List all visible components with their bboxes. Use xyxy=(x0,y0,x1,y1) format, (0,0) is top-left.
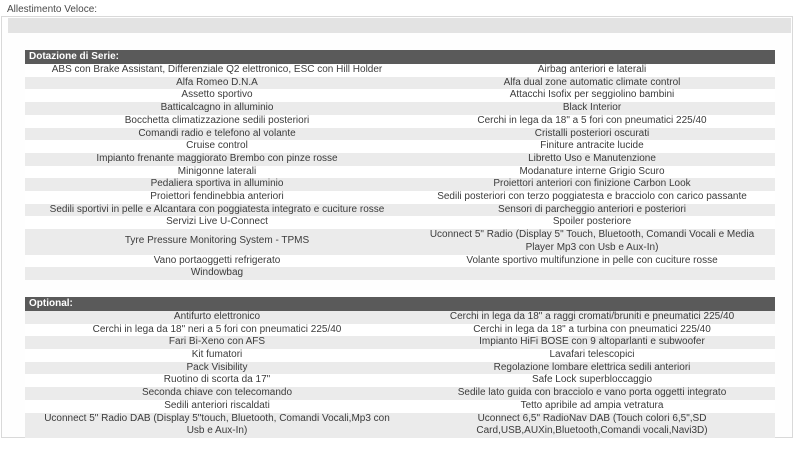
feature-cell: Uconnect 5" Radio DAB (Display 5"touch, Bluetooth, Comandi Vocali,Mp3 con Usb e Aux-In) xyxy=(44,412,390,437)
feature-cell: Proiettori anteriori con finizione Carbon Look xyxy=(493,178,691,190)
feature-cell: Alfa Romeo D.N.A xyxy=(176,76,258,88)
feature-cell: Modanature interne Grigio Scuro xyxy=(519,165,665,177)
feature-cell: Impianto frenante maggiorato Brembo con pinze rosse xyxy=(96,152,338,164)
feature-cell: Sedile lato guida con bracciolo e vano porta oggetti integrato xyxy=(457,387,727,399)
table-row xyxy=(25,400,775,413)
feature-cell: Safe Lock superbloccaggio xyxy=(531,374,653,386)
table-row xyxy=(25,140,775,153)
feature-cell: Cristalli posteriori oscurati xyxy=(534,127,650,139)
feature-cell: Alfa dual zone automatic climate control xyxy=(503,76,681,88)
table-row xyxy=(25,387,775,400)
table-row xyxy=(25,178,775,191)
table-row xyxy=(25,336,775,349)
table-row xyxy=(25,115,775,128)
section-optional xyxy=(25,297,775,438)
feature-cell: Cerchi in lega da 18" a 5 fori con pneumatici 225/40 xyxy=(477,114,707,126)
feature-cell: Cerchi in lega da 18" neri a 5 fori con pneumatici 225/40 xyxy=(92,323,342,335)
section-header: Dotazione di Serie: xyxy=(25,50,775,64)
feature-cell: ABS con Brake Assistant, Differenziale Q2 elettronico, ESC con Hill Holder xyxy=(51,64,383,75)
feature-cell: Batticalcagno in alluminio xyxy=(160,102,274,114)
equipment-content xyxy=(25,50,775,438)
feature-cell: Finiture antracite lucide xyxy=(540,140,644,152)
feature-cell: Tyre Pressure Monitoring System - TPMS xyxy=(124,235,310,247)
table-row xyxy=(25,267,775,280)
table-row xyxy=(25,255,775,268)
table-row xyxy=(25,102,775,115)
table-row xyxy=(25,362,775,375)
table-row xyxy=(25,324,775,337)
table-row xyxy=(25,229,775,254)
section-header: Optional: xyxy=(25,297,775,311)
feature-cell: Cerchi in lega da 18" a raggi cromati/bruniti e pneumatici 225/40 xyxy=(449,310,735,322)
feature-cell: Vano portaoggetti refrigerato xyxy=(153,254,281,266)
table-row xyxy=(25,89,775,102)
feature-cell: Sedili anteriori riscaldati xyxy=(164,399,270,411)
feature-cell xyxy=(409,267,775,280)
feature-cell: Minigonne laterali xyxy=(177,165,257,177)
feature-cell: Seconda chiave con telecomando xyxy=(141,387,293,399)
table-row xyxy=(25,166,775,179)
table-row xyxy=(25,216,775,229)
feature-cell: Volante sportivo multifunzione in pelle con cuciture rosse xyxy=(466,254,718,266)
feature-cell: Tetto apribile ad ampia vetratura xyxy=(520,399,664,411)
feature-cell: Impianto HiFi BOSE con 9 altoparlanti e subwoofer xyxy=(479,336,705,348)
feature-cell: Attacchi Isofix per seggiolino bambini xyxy=(509,89,675,101)
table-row xyxy=(25,204,775,217)
feature-cell: Sedili posteriori con terzo poggiatesta e bracciolo con carico passante xyxy=(437,191,747,203)
feature-cell: Proiettori fendinebbia anteriori xyxy=(150,191,284,203)
feature-cell: Black Interior xyxy=(562,102,622,114)
feature-cell: Bocchetta climatizzazione sedili posteriori xyxy=(124,114,310,126)
rows xyxy=(25,64,775,280)
table-row xyxy=(25,128,775,141)
feature-cell: Windowbag xyxy=(190,267,244,279)
table-row xyxy=(25,153,775,166)
feature-cell: Lavafari telescopici xyxy=(549,349,635,361)
feature-cell: Fari Bi-Xeno con AFS xyxy=(168,336,266,348)
feature-cell: Assetto sportivo xyxy=(181,89,253,101)
feature-cell: Uconnect 5" Radio (Display 5" Touch, Bluetooth, Comandi Vocali e Media Player Mp3 con Usb e Aux-In) xyxy=(429,229,755,253)
feature-cell: Kit fumatori xyxy=(191,349,243,361)
feature-cell: Spoiler posteriore xyxy=(552,216,632,228)
page-title: Allestimento Veloce: xyxy=(7,4,98,15)
feature-cell: Servizi Live U-Connect xyxy=(166,216,268,228)
feature-cell: Uconnect 6,5" RadioNav DAB (Touch colori 6,5",SD Card,USB,AUXin,Bluetooth,Comandi vocali,Navi3D) xyxy=(476,412,708,437)
table-row xyxy=(25,349,775,362)
table-row xyxy=(25,77,775,90)
feature-cell: Pedaliera sportiva in alluminio xyxy=(150,178,284,190)
feature-cell: Sedili sportivi in pelle e Alcantara con poggiatesta integrato e cuciture rosse xyxy=(49,203,385,215)
table-row xyxy=(25,64,775,77)
equipment-panel xyxy=(1,16,793,438)
feature-cell: Cerchi in lega da 18" a turbina con pneumatici 225/40 xyxy=(473,323,711,335)
table-row xyxy=(25,374,775,387)
table-row xyxy=(25,413,775,438)
feature-cell: Pack Visibility xyxy=(186,361,248,373)
feature-cell: Ruotino di scorta da 17" xyxy=(163,374,271,386)
feature-cell: Regolazione lombare elettrica sedili anteriori xyxy=(493,361,691,373)
rows xyxy=(25,311,775,438)
feature-cell: Antifurto elettronico xyxy=(173,310,261,322)
table-row xyxy=(25,311,775,324)
table-row xyxy=(25,191,775,204)
feature-cell: Libretto Uso e Manutenzione xyxy=(528,152,656,164)
feature-cell: Cruise control xyxy=(186,140,248,152)
feature-cell: Comandi radio e telefono al volante xyxy=(138,127,296,139)
top-strip xyxy=(8,18,791,33)
feature-cell: Airbag anteriori e laterali xyxy=(537,64,647,75)
section-dotazione-di-serie xyxy=(25,50,775,280)
feature-cell: Sensori di parcheggio anteriori e posteriori xyxy=(498,203,686,215)
